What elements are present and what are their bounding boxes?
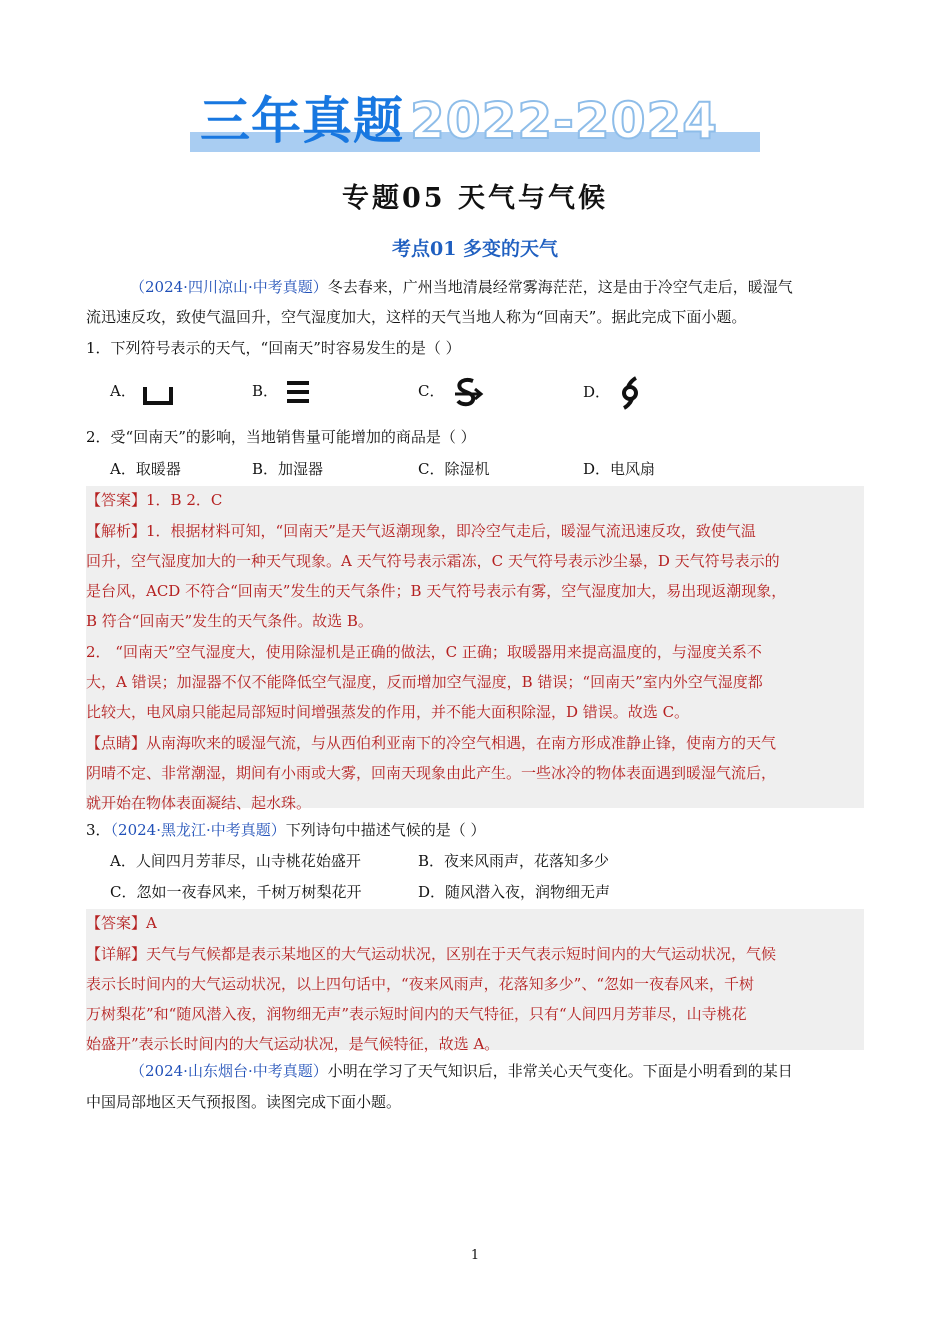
q1-option-d: D． <box>583 376 645 410</box>
q3-option-a: A．人间四月芳菲尽，山寺桃花始盛开 <box>110 852 361 870</box>
analysis-line: 大，A 错误；加湿器不仅不能降低空气湿度，反而增加空气湿度，B 错误；“回南天”室内外空气湿度都 <box>86 673 763 691</box>
q2-option-a: A．取暖器 <box>110 460 181 478</box>
detail-line: 始盛开”表示长时间内的大气运动状况，是气候特征，故选 A。 <box>86 1035 500 1053</box>
q3-option-c: C．忽如一夜春风来，千树万树梨花开 <box>110 883 362 901</box>
analysis-line: 回升，空气湿度加大的一种天气现象。A 天气符号表示霜冻，C 天气符号表示沙尘暴，D 天气符号表示的 <box>86 552 780 570</box>
page-number: 1 <box>470 1248 480 1263</box>
section-title: 考点01 多变的天气 <box>391 238 559 260</box>
analysis-line: 比较大，电风扇只能起局部短时间增强蒸发的作用，并不能大面积除湿，D 错误。故选 C。 <box>86 703 690 721</box>
analysis-line: 是台风，ACD 不符合“回南天”发生的天气条件；B 天气符号表示有雾，空气湿度加大，易出现返潮现象， <box>86 582 787 600</box>
q3-stem: 3．（2024·黑龙江·中考真题）下列诗句中描述气候的是（ ） <box>86 821 486 839</box>
detail-line: 万树梨花”和“随风潜入夜，润物细无声”表示短时间内的天气特征，只有“人间四月芳菲尽，山寺桃花 <box>86 1005 747 1023</box>
analysis-line: B 符合“回南天”发生的天气条件。故选 B。 <box>86 612 373 630</box>
analysis-line: 2． “回南天”空气湿度大，使用除湿机是正确的做法，C 正确；取暖器用来提高温度的，与湿度关系不 <box>86 643 762 661</box>
intro1-line1: （2024·四川凉山·中考真题）冬去春来，广州当地清晨经常雾海茫茫，这是由于冷空气走后，暖湿气 <box>130 278 793 296</box>
answer-q3: 【答案】A <box>86 914 157 932</box>
answer-q1-q2: 【答案】1．B 2．C <box>86 491 223 509</box>
q2-stem: 2．受“回南天”的影响，当地销售量可能增加的商品是（ ） <box>86 428 476 446</box>
sandstorm-symbol-icon <box>449 376 485 408</box>
q3-option-d: D．随风潜入夜，润物细无声 <box>418 883 611 901</box>
fog-symbol-icon <box>283 377 313 407</box>
intro2-line2: 中国局部地区天气预报图。读图完成下面小题。 <box>86 1093 402 1111</box>
q1-option-b: B． <box>252 376 313 407</box>
q1-option-c: C． <box>418 376 485 408</box>
analysis-line: 【解析】1．根据材料可知，“回南天”是天气返潮现象，即冷空气走后，暖湿气流迅速反攻，致使气温 <box>86 522 756 540</box>
intro2-line1: （2024·山东烟台·中考真题）小明在学习了天气知识后，非常关心天气变化。下面是小明看到的某日 <box>130 1062 793 1080</box>
banner-title: 三年真题 2022-2024 <box>200 92 719 150</box>
intro1-line2: 流迅速反攻，致使气温回升，空气湿度加大，这样的天气当地人称为“回南天”。据此完成下面小题。 <box>86 308 747 326</box>
comment-line: 【点睛】从南海吹来的暖湿气流，与从西伯利亚南下的冷空气相遇，在南方形成准静止锋，使南方的天气 <box>86 734 777 752</box>
q2-option-d: D．电风扇 <box>583 460 656 478</box>
q2-option-c: C．除湿机 <box>418 460 490 478</box>
detail-line: 【详解】天气与气候都是表示某地区的大气运动状况，区别在于天气表示短时间内的大气运动状况，气候 <box>86 945 777 963</box>
q3-option-b: B．夜来风雨声，花落知多少 <box>418 852 610 870</box>
comment-line: 就开始在物体表面凝结、起水珠。 <box>86 794 312 812</box>
header-banner <box>190 92 760 154</box>
page-title: 专题05 天气与气候 <box>342 183 608 214</box>
comment-line: 阴晴不定、非常潮湿，期间有小雨或大雾，回南天现象由此产生。一些冰冷的物体表面遇到暖湿气流后， <box>86 764 777 782</box>
q1-option-a: A． <box>110 376 175 407</box>
q1-stem: 1．下列符号表示的天气，“回南天”时容易发生的是（ ） <box>86 339 461 357</box>
q2-option-b: B．加湿器 <box>252 460 324 478</box>
frost-symbol-icon <box>141 377 175 407</box>
typhoon-symbol-icon <box>615 376 645 410</box>
detail-line: 表示长时间内的大气运动状况，以上四句话中，“夜来风雨声，花落知多少”、“忽如一夜春风来，千树 <box>86 975 755 993</box>
